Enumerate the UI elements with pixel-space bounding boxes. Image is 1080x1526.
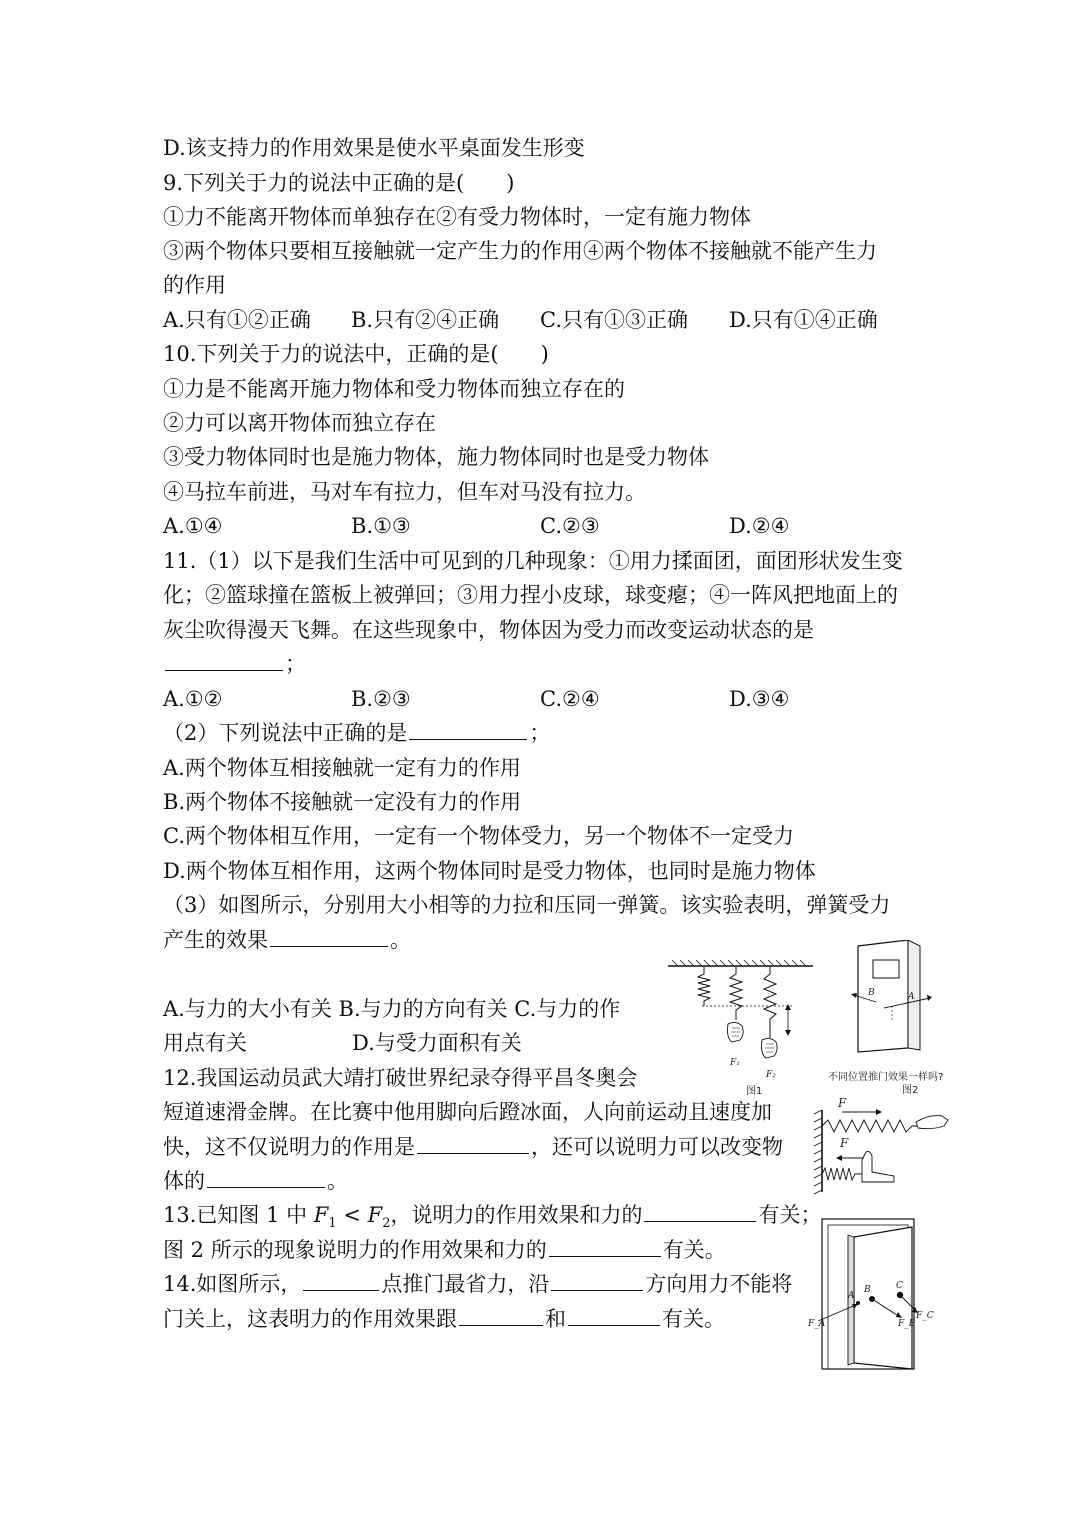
- q11-p1-option-d: D.③④: [729, 687, 790, 711]
- answer-blank[interactable]: [417, 1133, 529, 1154]
- q9-option-b: B.只有②④正确: [351, 308, 500, 332]
- q11-p1-line3: 灰尘吹得漫天飞舞。在这些现象中，物体因为受力而改变运动状态的是: [163, 618, 814, 642]
- q11-p2-option-d: D.两个物体互相作用，这两个物体同时是受力物体，也同时是施力物体: [163, 859, 816, 883]
- q9-statement-line3: 的作用: [163, 273, 226, 297]
- fig2-caption: 图2: [902, 1085, 919, 1096]
- answer-blank[interactable]: [644, 1201, 756, 1222]
- q9-option-c: C.只有①③正确: [540, 308, 688, 332]
- q14-line2: 门关上，这表明力的作用效果跟 和 有关。: [163, 1307, 725, 1331]
- q11-p1-option-c: C.②④: [540, 687, 600, 711]
- q10-statement-4: ④马拉车前进，马对车有拉力，但车对马没有拉力。: [163, 480, 646, 504]
- door-force-c: F_C: [916, 1311, 934, 1321]
- q11-p3-options-line2: 用点有关 D.与受力面积有关: [163, 1031, 522, 1055]
- q11-p3-options-line1: A.与力的大小有关 B.与力的方向有关 C.与力的作: [163, 997, 621, 1021]
- fig2-point-a: A: [908, 992, 915, 1002]
- q11-p1-option-b: B.②③: [351, 687, 411, 711]
- door-point-b: B: [864, 1285, 871, 1295]
- q10-option-c: C.②③: [540, 514, 600, 538]
- door-point-c: C: [896, 1281, 903, 1291]
- q11-p1-answer-line: ；: [163, 649, 306, 679]
- q11-p1-line1: 11.（1）以下是我们生活中可见到的几种现象：①用力揉面团，面团形状发生变: [163, 549, 903, 573]
- q11-p1-line2: 化；②篮球撞在篮板上被弹回；③用力捏小皮球，球变瘪；④一阵风把地面上的: [163, 583, 898, 607]
- door-force-a: F_A: [808, 1319, 826, 1329]
- q11-p2-option-c: C.两个物体相互作用，一定有一个物体受力，另一个物体不一定受力: [163, 824, 794, 848]
- q9-option-a: A.只有①②正确: [163, 308, 311, 332]
- q12-line4: 体的 。: [163, 1169, 348, 1193]
- fig1-caption: 图1: [746, 1086, 763, 1097]
- spring-lower-force-label: F: [840, 1136, 849, 1150]
- q13-line1: 13.已知图 1 中 $F_1 < F_2$，说明力的作用效果和力的 有关；: [163, 1203, 822, 1232]
- figure-1-springs: [668, 958, 813, 1097]
- q10-option-d: D.②④: [729, 514, 790, 538]
- q9-statement-line2: ③两个物体只要相互接触就一定产生力的作用④两个物体不接触就不能产生力: [163, 239, 877, 263]
- q10-statement-2: ②力可以离开物体而独立存在: [163, 411, 436, 435]
- figure-door-q14: [808, 1215, 933, 1375]
- q12-line2: 短道速滑金牌。在比赛中他用脚向后蹬冰面，人向前运动且速度加: [163, 1100, 772, 1124]
- answer-blank[interactable]: [551, 1270, 643, 1291]
- q12-line1: 12.我国运动员武大靖打破世界纪录夺得平昌冬奥会: [163, 1066, 638, 1090]
- q11-p1-option-a: A.①②: [163, 687, 223, 711]
- q11-p2-option-a: A.两个物体互相接触就一定有力的作用: [163, 756, 521, 780]
- q11-p2-stem: （2）下列说法中正确的是 ；: [163, 721, 551, 745]
- q10-stem: 10.下列关于力的说法中，正确的是( ): [163, 342, 549, 366]
- answer-blank[interactable]: [568, 1305, 660, 1326]
- q11-p3-line2: 产生的效果 。: [163, 928, 411, 952]
- q10-statement-3: ③受力物体同时也是施力物体，施力物体同时也是受力物体: [163, 445, 709, 469]
- q10-option-b: B.①③: [351, 514, 411, 538]
- answer-blank[interactable]: [459, 1305, 543, 1326]
- q8-option-d: D.该支持力的作用效果是使水平桌面发生形变: [163, 136, 585, 160]
- answer-blank[interactable]: [270, 926, 388, 947]
- fig2-caption-question: 不同位置推门效果一样吗?: [828, 1072, 944, 1083]
- spring-upper-force-label: F: [838, 1096, 847, 1110]
- fig1-f1-label: F₁: [730, 1058, 740, 1068]
- q9-stem: 9.下列关于力的说法中正确的是( ): [163, 171, 515, 195]
- q14-line1: 14.如图所示， 点推门最省力，沿 方向用力不能将: [163, 1272, 793, 1296]
- q11-p2-option-b: B.两个物体不接触就一定没有力的作用: [163, 790, 522, 814]
- q13-line2: 图 2 所示的现象说明力的作用效果和力的 有关。: [163, 1238, 726, 1262]
- answer-blank[interactable]: [549, 1236, 661, 1257]
- q10-statement-1: ①力是不能离开施力物体和受力物体而独立存在的: [163, 377, 625, 401]
- answer-blank[interactable]: [303, 1270, 379, 1291]
- figure-spring-pull-push: [810, 1096, 955, 1200]
- q11-p3-line1: （3）如图所示，分别用大小相等的力拉和压同一弹簧。该实验表明，弹簧受力: [163, 893, 891, 917]
- q12-line3: 快，这不仅说明力的作用是 ，还可以说明力可以改变物: [163, 1135, 783, 1159]
- figure-2-door: [848, 940, 933, 1055]
- answer-blank[interactable]: [409, 719, 527, 740]
- fig2-point-b: B: [868, 988, 875, 998]
- answer-blank[interactable]: [207, 1167, 325, 1188]
- fig1-f2-label: F₂: [766, 1070, 776, 1080]
- answer-blank[interactable]: [165, 650, 283, 671]
- door-point-a: A: [848, 1291, 855, 1301]
- q9-statement-line1: ①力不能离开物体而单独存在②有受力物体时，一定有施力物体: [163, 205, 751, 229]
- q9-option-d: D.只有①④正确: [729, 308, 878, 332]
- q10-option-a: A.①④: [163, 514, 223, 538]
- door-force-b: F_B: [898, 1319, 916, 1329]
